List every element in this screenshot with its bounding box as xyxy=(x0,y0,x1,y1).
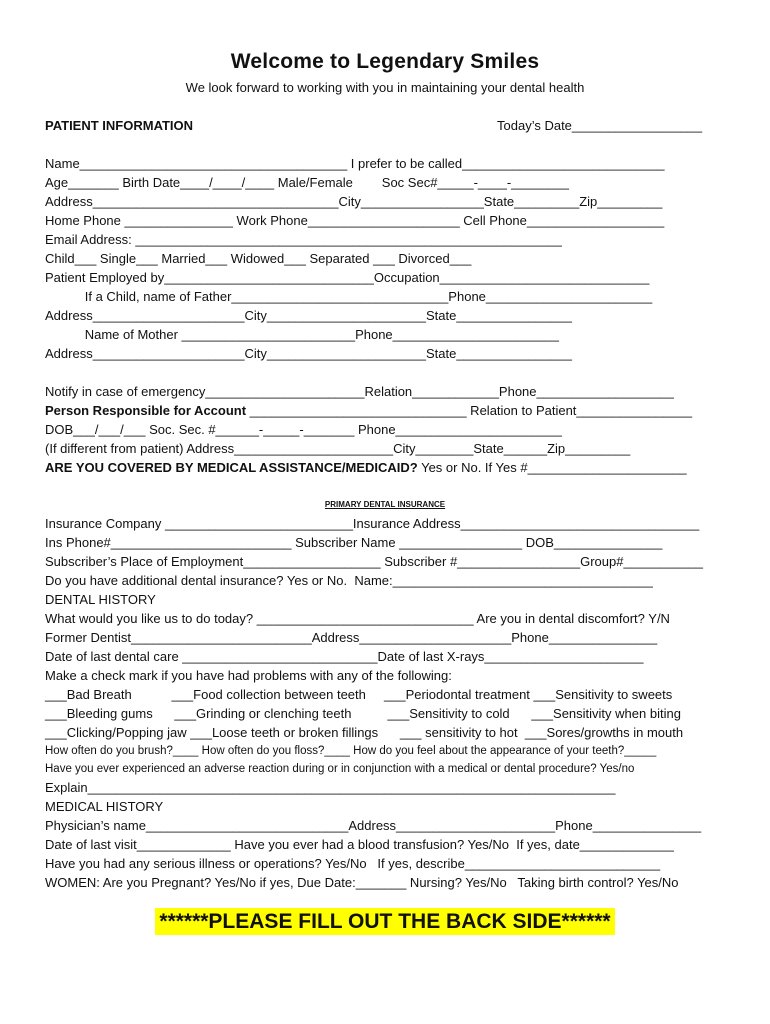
medicaid-answer[interactable]: Yes or No. If Yes #______________________ xyxy=(417,460,687,475)
todays-date-field[interactable]: Today’s Date__________________ xyxy=(497,118,703,133)
serious-illness-line[interactable]: Have you had any serious illness or operations? Yes/No If yes, describe___________________________ xyxy=(45,856,661,871)
medicaid-question: ARE YOU COVERED BY MEDICAL ASSISTANCE/MEDICAID? xyxy=(45,460,418,475)
adverse-reaction-line[interactable]: Have you ever experienced an adverse reaction during or in conjunction with a medical or dental procedure? Yes/no xyxy=(45,763,635,775)
father-address-line[interactable]: Address_____________________City______________________State________________ xyxy=(45,308,573,323)
father-name-line[interactable]: If a Child, name of Father______________________________Phone_______________________ xyxy=(45,289,653,304)
former-dentist-line[interactable]: Former Dentist_________________________Address_____________________Phone_______________ xyxy=(45,630,658,645)
section-heading-dental-history: DENTAL HISTORY xyxy=(45,592,156,607)
mother-name-line[interactable]: Name of Mother ________________________Phone_______________________ xyxy=(45,327,559,342)
responsible-party-label: Person Responsible for Account xyxy=(45,403,247,418)
email-line[interactable]: Email Address: ___________________________________________________________ xyxy=(45,232,562,247)
page-title: Welcome to Legendary Smiles xyxy=(230,50,540,73)
checklist-row-3[interactable]: ___Clicking/Popping jaw ___Loose teeth or broken fillings ___ sensitivity to hot ___Sores/growths in mouth xyxy=(45,725,684,740)
hygiene-habits-line[interactable]: How often do you brush?____ How often do you floss?____ How do you feel about the appearance of your teeth?_____ xyxy=(45,745,657,757)
responsible-party-line[interactable] xyxy=(45,403,692,419)
additional-insurance-line[interactable]: Do you have additional dental insurance? Yes or No. Name:____________________________________ xyxy=(45,573,653,588)
responsible-address-line[interactable]: (If different from patient) Address______________________City________State______Zip_________ xyxy=(45,441,631,456)
name-line[interactable]: Name_____________________________________ I prefer to be called____________________________ xyxy=(45,156,665,171)
back-side-banner-text: ******PLEASE FILL OUT THE BACK SIDE****** xyxy=(155,908,614,935)
treatment-request-line[interactable]: What would you like us to do today? ______________________________ Are you in dental discomfort? Y/N xyxy=(45,611,670,626)
page-subtitle: We look forward to working with you in maintaining your dental health xyxy=(185,80,585,95)
physician-line[interactable]: Physician’s name____________________________Address______________________Phone_______________ xyxy=(45,818,702,833)
address-line[interactable]: Address__________________________________City_________________State_________Zip_________ xyxy=(45,194,663,209)
section-heading-medical-history: MEDICAL HISTORY xyxy=(45,799,164,814)
women-health-line[interactable]: WOMEN: Are you Pregnant? Yes/No if yes, Due Date:_______ Nursing? Yes/No Taking birth control? Yes/No xyxy=(45,875,679,890)
responsible-party-fields[interactable]: ______________________________ Relation to Patient________________ xyxy=(246,403,693,418)
marital-status-line[interactable]: Child___ Single___ Married___ Widowed___ Separated ___ Divorced___ xyxy=(45,251,472,266)
medicaid-line[interactable] xyxy=(45,460,687,476)
explain-line[interactable]: Explain_________________________________________________________________________ xyxy=(45,780,616,795)
section-heading-insurance: PRIMARY DENTAL INSURANCE xyxy=(324,500,446,509)
last-visit-line[interactable]: Date of last visit_____________ Have you ever had a blood transfusion? Yes/No If yes, date_____________ xyxy=(45,837,674,852)
insurance-phone-line[interactable]: Ins Phone#_________________________ Subscriber Name _________________ DOB_______________ xyxy=(45,535,663,550)
responsible-dob-line[interactable]: DOB___/___/___ Soc. Sec. #______-_____-_______ Phone_______________________ xyxy=(45,422,562,437)
section-heading-patient-info: PATIENT INFORMATION xyxy=(45,118,194,133)
phone-line[interactable]: Home Phone _______________ Work Phone_____________________ Cell Phone___________________ xyxy=(45,213,665,228)
mother-address-line[interactable]: Address_____________________City______________________State________________ xyxy=(45,346,573,361)
checklist-row-2[interactable]: ___Bleeding gums ___Grinding or clenching teeth ___Sensitivity to cold ___Sensitivity when biting xyxy=(45,706,681,721)
checklist-row-1[interactable]: ___Bad Breath ___Food collection between teeth ___Periodontal treatment ___Sensitivity to sweets xyxy=(45,687,673,702)
age-birthdate-line[interactable]: Age_______ Birth Date____/____/____ Male/Female Soc Sec#_____-____-________ xyxy=(45,175,569,190)
insurance-company-line[interactable]: Insurance Company __________________________Insurance Address_________________________________ xyxy=(45,516,700,531)
last-care-line[interactable]: Date of last dental care ___________________________Date of last X-rays______________________ xyxy=(45,649,644,664)
emergency-contact-line[interactable]: Notify in case of emergency______________________Relation____________Phone___________________ xyxy=(45,384,674,399)
employer-line[interactable]: Patient Employed by_____________________________Occupation_____________________________ xyxy=(45,270,650,285)
checklist-instruction: Make a check mark if you have had problems with any of the following: xyxy=(45,668,452,683)
subscriber-employment-line[interactable]: Subscriber’s Place of Employment___________________ Subscriber #_________________Group#___________ xyxy=(45,554,703,569)
back-side-banner xyxy=(0,910,770,934)
